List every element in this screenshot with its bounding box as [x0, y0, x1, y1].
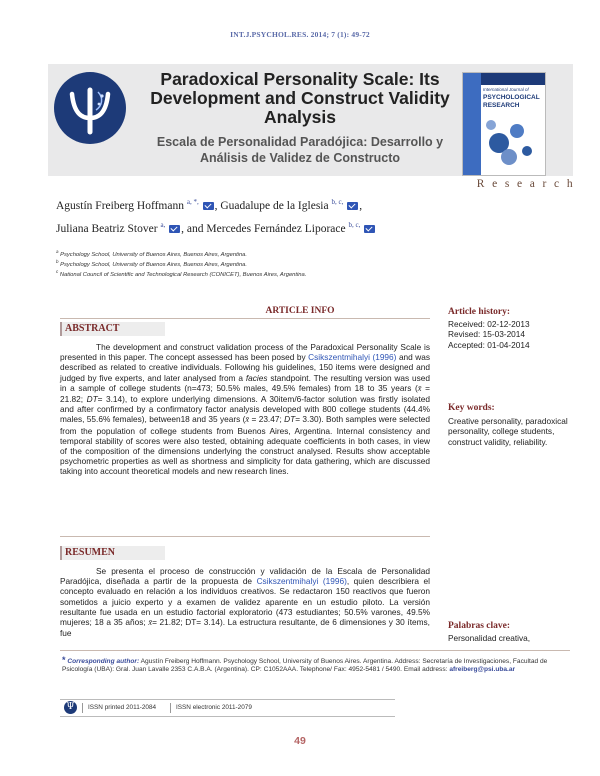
abstract-text: = 23.47; [249, 414, 282, 425]
abstract-heading: ABSTRACT [60, 322, 165, 336]
page-number: 49 [294, 735, 306, 747]
affiliation-c [56, 269, 386, 278]
divider [60, 318, 430, 319]
author-email-link[interactable]: afreiberg@psi.uba.ar [449, 666, 516, 674]
article-history-heading: Article history: [448, 307, 510, 317]
palabras-clave-heading: Palabras clave: [448, 621, 511, 631]
section-label: R e s e a r c h [476, 178, 575, 190]
author-name: Juliana Beatriz Stover [56, 222, 158, 235]
paper-title: Paradoxical Personality Scale: Its Development and Construct Validity Analysis [150, 69, 450, 127]
corresponding-author-note [62, 656, 562, 675]
affiliation-text: Psychology School, University of Buenos Aires, Buenos Aires, Argentina. [60, 251, 248, 258]
affiliation-text: National Council of Scientific and Technological Research (CONICET), Buenos Aires, Argentina. [59, 271, 307, 278]
resumen-text: = 21.82; DT= 3.14). La estructura resultante, de 6 dimensiones y 30 ítems, fue [60, 617, 430, 639]
affiliation-a [56, 249, 386, 258]
mean-symbol: x̄ [245, 415, 250, 425]
abstract-italic: facies [245, 372, 268, 383]
resumen-body [60, 566, 430, 638]
author-list [56, 193, 456, 239]
accepted-date: Accepted: 01-04-2014 [448, 339, 530, 350]
abstract-text: standpoint. The resulting version was used in a sample of college students (n=473; 50.5% males, 49.5% females) from 18 to 35 years ( [60, 372, 430, 393]
affiliation-b [56, 259, 386, 268]
email-icon[interactable] [347, 202, 358, 210]
author-affil-sup: b, c, [331, 198, 344, 206]
citation-link[interactable]: Csikszentmihalyi (1996) [308, 352, 397, 363]
abstract-text: The development and construct validation process of the Paradoxical Personality Scale is presented in this paper. The concept assessed has been posed by [60, 342, 430, 363]
email-icon[interactable] [364, 225, 375, 233]
article-history [448, 319, 568, 350]
author-affil-sup: a, [160, 220, 166, 229]
palabras-clave-text: Personalidad creativa, [448, 633, 531, 643]
mean-symbol: x̄ [148, 618, 153, 628]
cover-line-2: PSYCHOLOGICAL [483, 94, 540, 101]
psi-icon [58, 76, 122, 140]
footnote-star: * [62, 655, 66, 665]
divider [170, 703, 171, 713]
cover-line-3: RESEARCH [483, 102, 520, 109]
affiliation-sup: c [56, 269, 59, 274]
cover-line-1: International Journal of [483, 87, 529, 92]
journal-logo [54, 72, 126, 144]
abstract-text: = 3.14), to explore underlying dimensions. A 30item/6-factor solution was firstly isolated and after confirmed by a confirmatory factor analysis developed with 800 college students (44.4% males, 55.6% females), between18 and 35 years ( [60, 394, 430, 425]
abstract-text: = 3.30). Both samples were selected from the population of college students from Buenos Aires, Argentina. Internal consistency and temporal stability of scores were also tested, obtaining adequate coefficients in both cases, in view of the composition of the dimensions underlying the construct analysed. Results show acceptable psychometric properties as well as shortness and simplicity for data gathering, which are discussed taking into account theoretical models and new research lines. [60, 414, 430, 477]
journal-mini-logo-icon: Ψ [64, 701, 77, 714]
issn-bar [60, 699, 395, 717]
author-name: Guadalupe de la Iglesia [220, 199, 329, 212]
divider [82, 703, 83, 713]
citation-link[interactable]: Csikszentmihalyi (1996) [256, 576, 347, 587]
email-icon[interactable] [203, 202, 214, 210]
author-affil-sup: b, c, [348, 220, 361, 229]
abstract-text: = 21.82; [60, 382, 430, 405]
author-name: Agustín Freiberg Hoffmann [56, 199, 184, 212]
abstract-italic: DT [284, 414, 296, 425]
author-name: Mercedes Fernández Liporace [206, 222, 346, 235]
resumen-text: , quien describiera el concepto evaluado en relación a los individuos creativos. Se redactaron 150 reactivos que fueron sometidos a juicio experto y a examen de validez aparente en un estudio piloto. La versión resultante fue usada en un estudio factorial exploratorio (473 estudiantes; 50.5% varones, 49.5% mujeres; 18 a 35 años; [60, 576, 430, 628]
affiliation-sup: b [56, 259, 59, 264]
article-info-heading: ARTICLE INFO [265, 306, 335, 316]
abstract-italic: DT [86, 394, 98, 405]
author-affil-sup: a, *, [186, 198, 199, 206]
corresponding-text: Agustín Freiberg Hoffmann. Psychology School, University of Buenos Aires. Argentina. Address: Secretaría de Investigaciones, Facultad de Psicología (UBA): Gral. Juan Lavalle 2353 C.A.B.A. (Argentina). CP: C1052AAA. Telephone/ Fax: 4952-5481 / 5490. Email address: [62, 658, 548, 674]
keywords-text: Creative personality, paradoxical personality, college students, construct validity, reliability. [448, 416, 568, 447]
paper-subtitle: Escala de Personalidad Paradójica: Desarrollo y Análisis de Validez de Constructo [156, 135, 444, 165]
resumen-text: Se presenta el proceso de construcción y validación de la Escala de Personalidad Paradójica, diseñada a partir de la propuesta de [60, 566, 430, 587]
divider [60, 650, 570, 651]
journal-reference: INT.J.PSYCHOL.RES. 2014; 7 (1): 49-72 [230, 30, 370, 39]
author-separator: , [359, 199, 363, 212]
email-icon[interactable] [169, 225, 180, 233]
received-date: Received: 02-12-2013 [448, 319, 530, 329]
affiliation-sup: a [56, 249, 59, 254]
author-separator: , and [181, 222, 204, 235]
abstract-body [60, 342, 430, 477]
issn-electronic: ISSN electronic 2011-2079 [176, 704, 252, 711]
divider [60, 536, 430, 537]
affiliation-text: Psychology School, University of Buenos Aires, Buenos Aires, Argentina. [60, 261, 248, 268]
keywords-heading: Key words: [448, 403, 495, 413]
abstract-text: and was described as related to creative individuals. Following his guidelines, 150 items were designed and judged by five experts, and later analysed from a [60, 352, 431, 383]
mean-symbol: x̄ [417, 383, 422, 393]
journal-cover-image [462, 72, 546, 176]
corresponding-label: Corresponding author: [67, 658, 140, 665]
issn-printed: ISSN printed 2011-2084 [88, 704, 157, 711]
resumen-heading: RESUMEN [60, 546, 165, 560]
author-separator: , [214, 199, 218, 212]
revised-date: Revised: 15-03-2014 [448, 329, 526, 340]
